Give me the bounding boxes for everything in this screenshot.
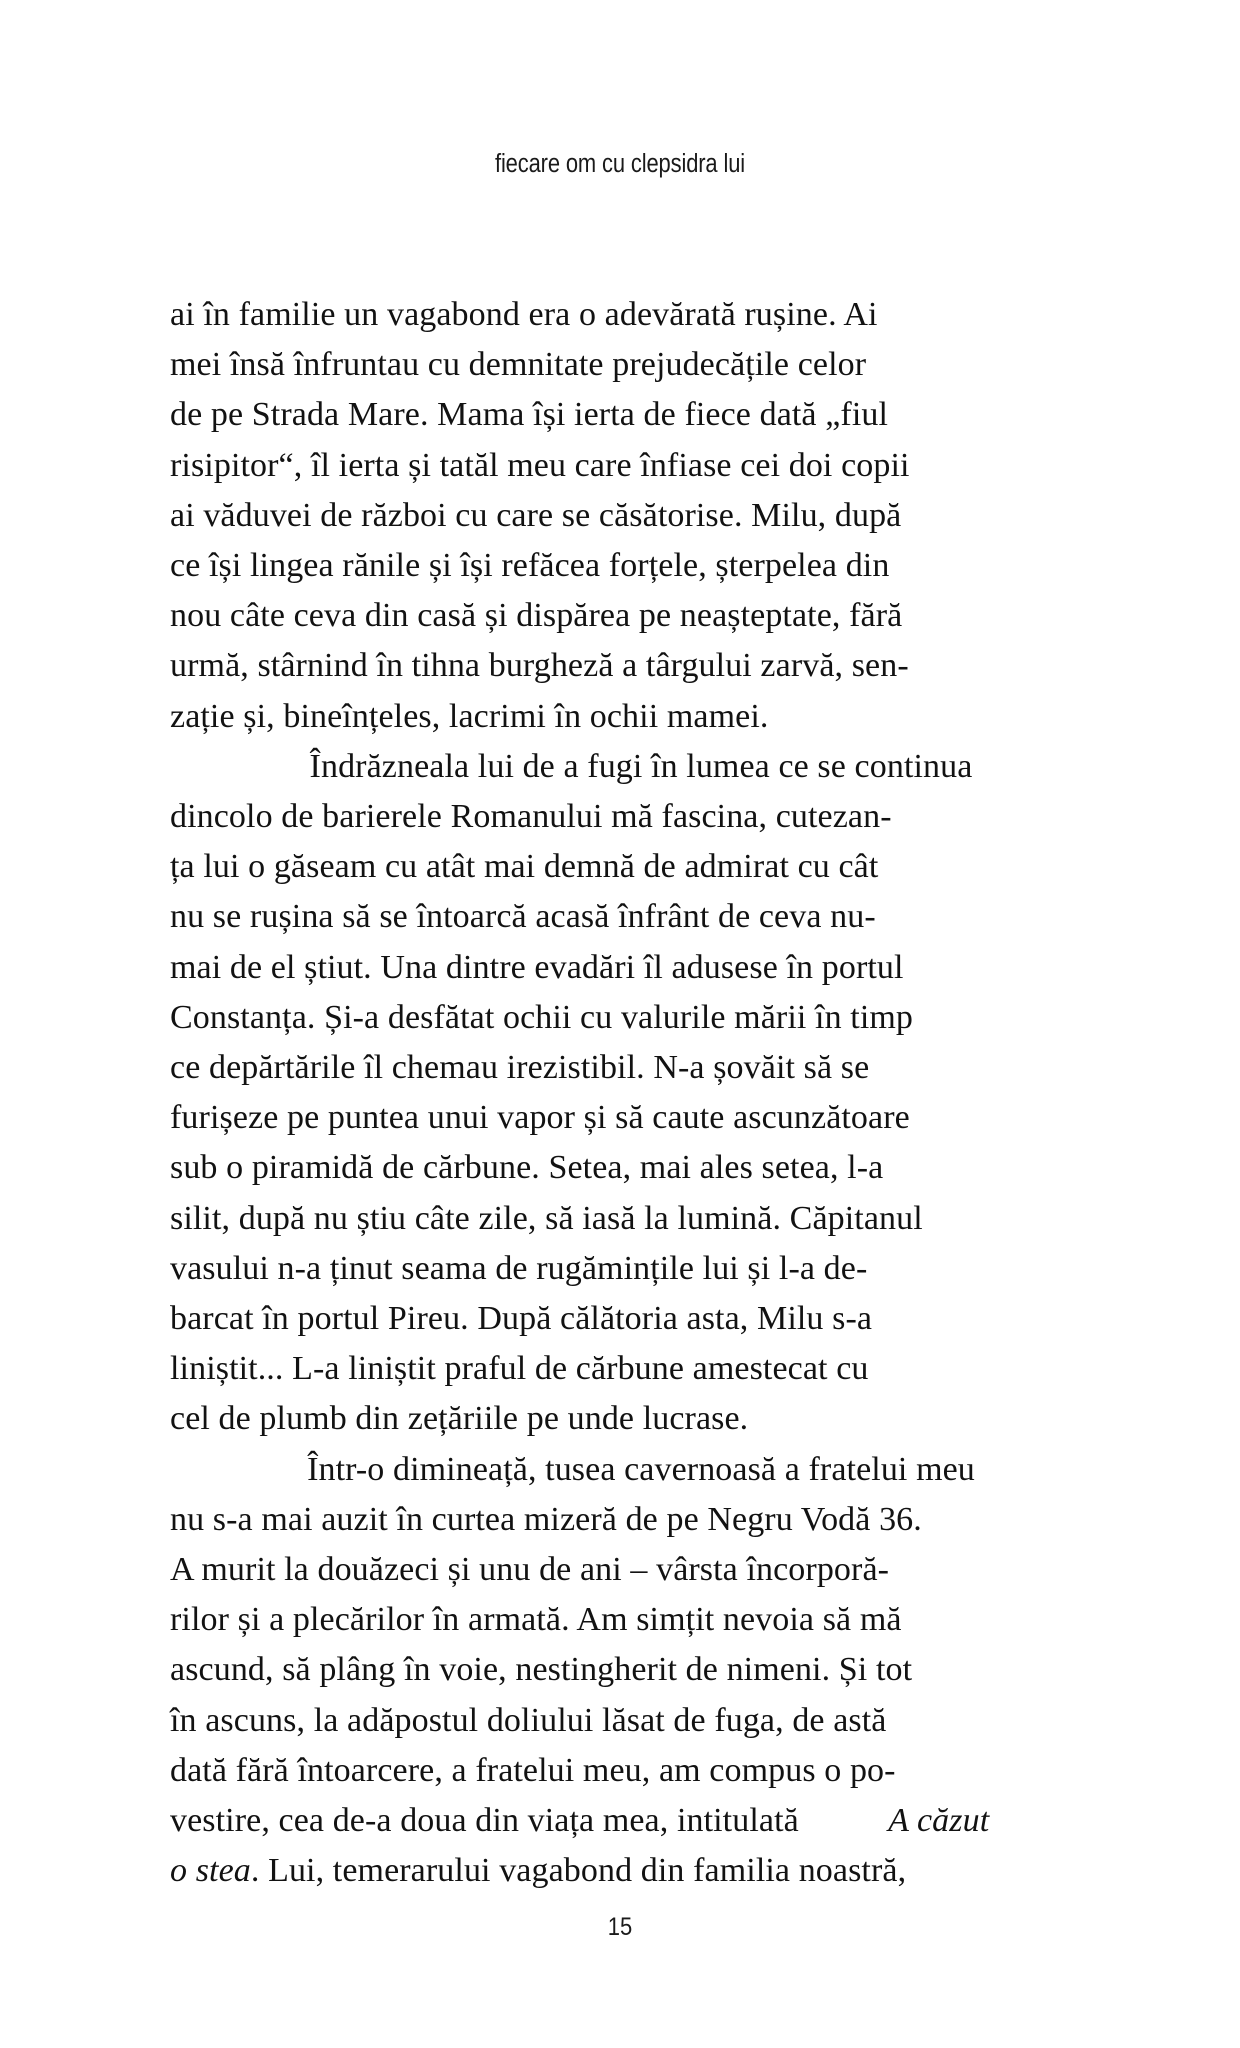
- text-line: silit, după nu știu câte zile, să iasă la lumină. Căpitanul: [170, 1199, 923, 1237]
- text-line: ce depărtările îl chemau irezistibil. N-a șovăit să se: [170, 1049, 870, 1087]
- page-number: 15: [607, 1913, 633, 1941]
- text-line: sub o piramidă de cărbune. Setea, mai ales setea, l-a: [170, 1149, 884, 1187]
- paragraph-indent: [170, 1445, 212, 1495]
- text-line: ai văduvei de război cu care se căsătorise. Milu, după: [170, 496, 902, 534]
- text-line: nu se rușina să se întoarcă acasă înfrânt de ceva nu-: [170, 898, 876, 936]
- text-line: ce își lingea rănile și își refăcea forțele, șterpelea din: [170, 547, 890, 585]
- text-line: ascund, să plâng în voie, nestingherit de nimeni. Și tot: [170, 1651, 913, 1689]
- text-line: de pe Strada Mare. Mama își ierta de fiece dată „fiul: [170, 396, 889, 434]
- text-line: ța lui o găseam cu atât mai demnă de admirat cu cât: [170, 848, 879, 886]
- text-line: urmă, stârnind în tihna burgheză a târgului zarvă, sen-: [170, 647, 909, 685]
- text-line: rilor și a plecărilor în armată. Am simțit nevoia să mă: [170, 1601, 902, 1639]
- text-line-last: cel de plumb din zețăriile pe unde lucrase.: [170, 1400, 749, 1438]
- text-line: risipitor“, îl ierta și tatăl meu care înfiase cei doi copii: [170, 446, 910, 484]
- text-line: dincolo de barierele Romanului mă fascina, cutezan-: [170, 798, 892, 836]
- text-line-first: Într-o dimineață, tusea cavernoasă a fratelui meu: [170, 1445, 1070, 1495]
- text-line: mei însă înfruntau cu demnitate prejudecățile celor: [170, 346, 867, 384]
- text-line: A murit la douăzeci și unu de ani – vârsta încorporă-: [170, 1551, 890, 1589]
- paragraph-1: [170, 290, 1070, 742]
- text-line: nu s-a mai auzit în curtea mizeră de pe Negru Vodă 36.: [170, 1500, 922, 1538]
- paragraph-indent: [170, 742, 212, 792]
- text-line: nou câte ceva din casă și dispărea pe neașteptate, fără: [170, 597, 903, 635]
- text-line: vasului n-a ținut seama de rugămințile lui și l-a de-: [170, 1249, 868, 1287]
- text-line-last: zație și, bineînțeles, lacrimi în ochii mamei.: [170, 697, 769, 735]
- text-line: barcat în portul Pireu. După călătoria asta, Milu s-a: [170, 1300, 873, 1338]
- text-line-with-title: vestire, cea de-a doua din viața mea, intitulată A căzut: [170, 1796, 1070, 1846]
- text-line: Constanța. Și-a desfătat ochii cu valurile mării în timp: [170, 998, 914, 1036]
- text-line-first: Îndrăzneala lui de a fugi în lumea ce se continua: [170, 742, 1070, 792]
- story-title-part2: o stea: [170, 1852, 251, 1890]
- text-line: în ascuns, la adăpostul doliului lăsat de fuga, de astă: [170, 1701, 887, 1739]
- story-title-part1: A căzut: [888, 1802, 990, 1840]
- text-line: liniștit... L-a liniștit praful de cărbune amestecat cu: [170, 1350, 869, 1388]
- text-line: ai în familie un vagabond era o adevărată rușine. Ai: [170, 296, 878, 333]
- text-line-last: o stea. Lui, temerarului vagabond din familia noastră,: [170, 1852, 907, 1890]
- text-line: mai de el știut. Una dintre evadări îl adusese în portul: [170, 948, 904, 986]
- body-text-block: [170, 290, 1070, 1897]
- text-line: furișeze pe puntea unui vapor și să caute ascunzătoare: [170, 1099, 910, 1137]
- paragraph-3: [170, 1445, 1070, 1897]
- running-head: fiecare om cu clepsidra lui: [494, 150, 746, 178]
- paragraph-2: [170, 742, 1070, 1445]
- text-line: dată fără întoarcere, a fratelui meu, am compus o po-: [170, 1751, 896, 1789]
